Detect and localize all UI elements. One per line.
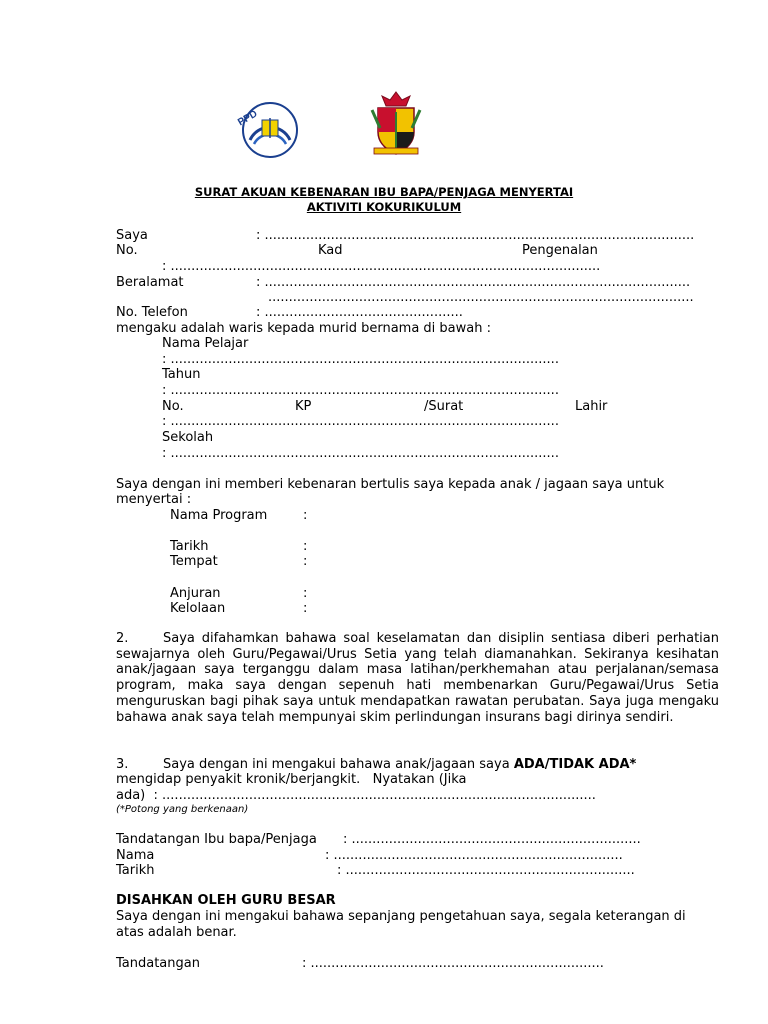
tarikh-ibubapa-field: : ...................................................................... (337, 863, 635, 878)
guru-besar-line2: atas adalah benar. (116, 925, 237, 940)
program-colon: : (303, 508, 308, 523)
section2-paragraph: Saya difahamkan bahawa soal keselamatan dan disiplin sentiasa diberi perhatian sewajarnya oleh Guru/Pegawai/Urus Setia yang telah diamanahkan. Sekiranya kesihatan anak/jagaan saya terganggu dalam masa latihan/perkhemahan atau perjalanan/semasa program, maka saya dengan sepenuh hati membenarkan Guru/Pegawai/Urus Setia menguruskan bagi pihak saya untuk mendapatkan rawatan perubatan. Saya juga mengaku bahawa anak saya telah mempunyai skim perlindungan insurans bagi dirinya sendiri. (116, 631, 719, 725)
document-title-line2: AKTIVITI KOKURIKULUM (306, 200, 462, 214)
tandatangan-guru-besar-field: : ....................................................................... (302, 956, 604, 971)
nama-ibubapa-label: Nama (116, 848, 155, 863)
anjuran-colon: : (303, 586, 308, 601)
section3-note: (*Potong yang berkenaan) (116, 804, 249, 815)
kelolaan-colon: : (303, 601, 308, 616)
kp-label-surat: /Surat (424, 399, 464, 414)
tandatangan-guru-besar-label: Tandatangan (116, 956, 200, 971)
ic-label-kad: Kad (318, 243, 343, 258)
ic-field: : ........................................................................................................ (162, 259, 601, 274)
guru-besar-heading: DISAHKAN OLEH GURU BESAR (116, 893, 336, 908)
document-title-line1: SURAT AKUAN KEBENARAN IBU BAPA/PENJAGA MENYERTAI (194, 185, 574, 199)
mengaku-text: mengaku adalah waris kepada murid bernama di bawah : (116, 321, 491, 336)
nama-pelajar-label: Nama Pelajar (162, 336, 249, 351)
tandatangan-ibubapa-field: : ...................................................................... (343, 832, 641, 847)
saya-label: Saya (116, 228, 148, 243)
section3-line1 (163, 757, 636, 773)
saya-field: : ........................................................................................................ (256, 228, 695, 243)
alamat-field-line1: : ....................................................................................................... (256, 275, 691, 290)
program-label: Nama Program (170, 508, 268, 523)
section2-number: 2. (116, 631, 129, 646)
kelolaan-label: Kelolaan (170, 601, 226, 616)
nama-ibubapa-field: : ...................................................................... (325, 848, 623, 863)
section3-line2: mengidap penyakit kronik/berjangkit. Nyatakan (Jika (116, 772, 467, 787)
ppd-logo-text: PPD (236, 108, 260, 129)
tarikh-ibubapa-label: Tarikh (116, 863, 155, 878)
section3-text-start: Saya dengan ini mengakui bahawa anak/jagaan saya (163, 757, 514, 772)
kp-label-no: No. (162, 399, 184, 414)
tempat-colon: : (303, 554, 308, 569)
state-crest-icon (366, 88, 426, 158)
telefon-label: No. Telefon (116, 305, 188, 320)
permission-intro-line2: menyertai : (116, 492, 192, 507)
anjuran-label: Anjuran (170, 586, 221, 601)
ppd-logo-icon (232, 100, 308, 160)
tahun-field: : .............................................................................................. (162, 383, 559, 398)
telefon-field: : ................................................ (256, 305, 463, 320)
tarikh-program-colon: : (303, 539, 308, 554)
section3-ada-field: ......................................................................................................... (157, 788, 596, 803)
tarikh-program-label: Tarikh (170, 539, 209, 554)
guru-besar-line1: Saya dengan ini mengakui bahawa sepanjang pengetahuan saya, segala keterangan di (116, 909, 686, 924)
permission-intro-line1: Saya dengan ini memberi kebenaran bertulis saya kepada anak / jagaan saya untuk (116, 477, 665, 492)
section3-ada-tidak-ada: ADA/TIDAK ADA* (513, 757, 637, 772)
kp-label-kp: KP (295, 399, 312, 414)
tandatangan-ibubapa-label: Tandatangan Ibu bapa/Penjaga (116, 832, 317, 847)
ic-label-pengenalan: Pengenalan (522, 243, 598, 258)
section3-ada-label: ada) : (116, 788, 158, 803)
alamat-field-line2: ....................................................................................................... (268, 290, 694, 305)
section3-number: 3. (116, 757, 129, 772)
alamat-label: Beralamat (116, 275, 184, 290)
sekolah-field: : .............................................................................................. (162, 446, 559, 461)
sekolah-label: Sekolah (162, 430, 214, 445)
nama-pelajar-field: : .............................................................................................. (162, 352, 559, 367)
kp-label-lahir: Lahir (575, 399, 608, 414)
ic-label-no: No. (116, 243, 138, 258)
kp-field: : .............................................................................................. (162, 414, 559, 429)
tempat-label: Tempat (170, 554, 218, 569)
section3-line3 (116, 788, 596, 804)
tahun-label: Tahun (162, 367, 201, 382)
